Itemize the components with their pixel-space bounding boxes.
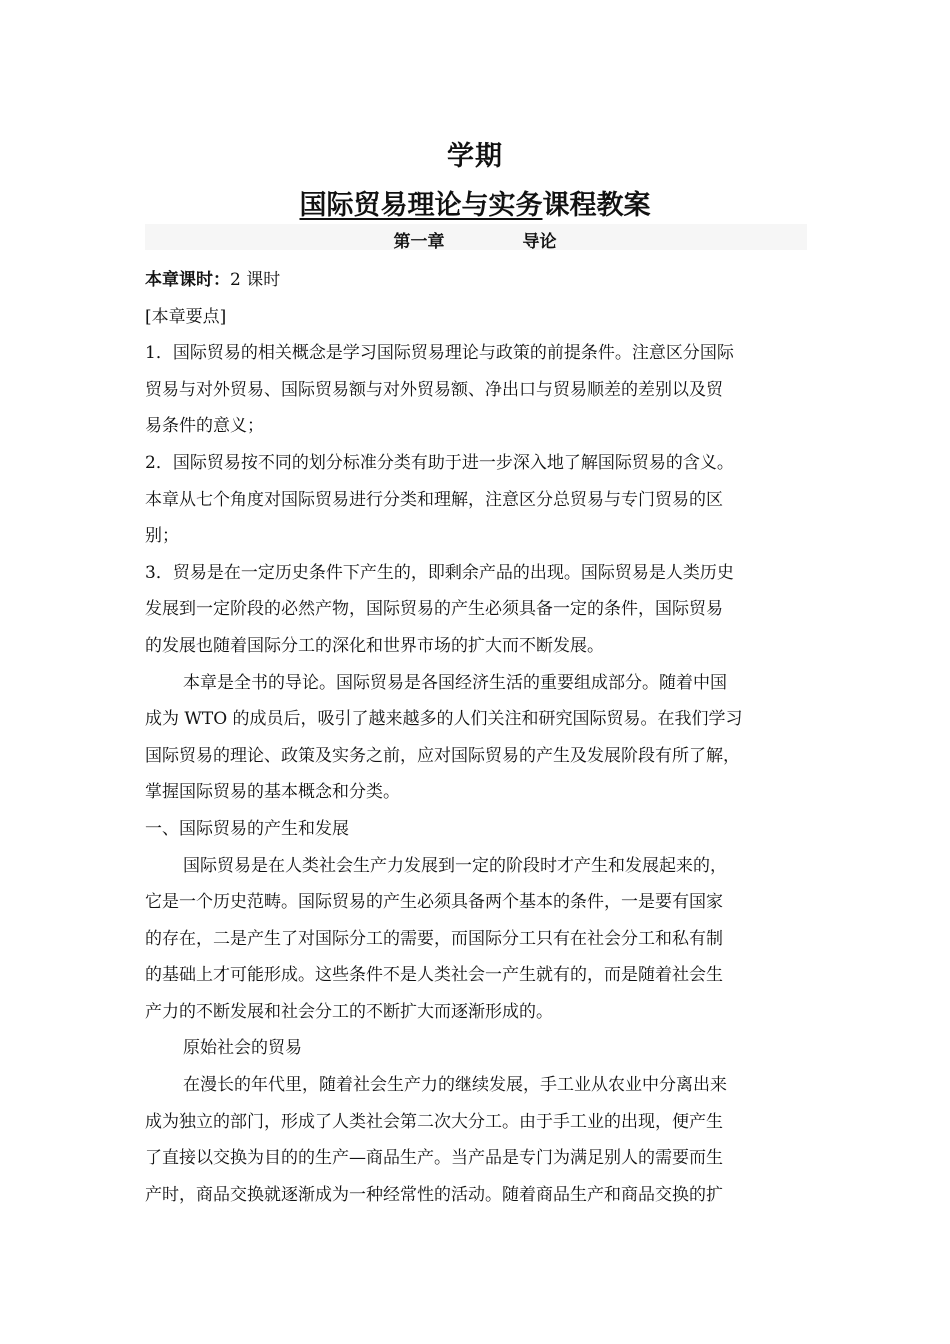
paragraph-line: 成为独立的部门，形成了人类社会第二次大分工。由于手工业的出现，便产生 (145, 1111, 723, 1132)
semester-heading: 学期 (447, 141, 503, 172)
chapter-hours-value: 2 课时 (230, 270, 281, 290)
key-point-line: 贸易与对外贸易、国际贸易额与对外贸易额、净出口与贸易顺差的差别以及贸 (145, 379, 723, 400)
key-point-line: 3．贸易是在一定历史条件下产生的，即剩余产品的出现。国际贸易是人类历史 (145, 562, 734, 583)
paragraph-line: 在漫长的年代里，随着社会生产力的继续发展，手工业从农业中分离出来 (183, 1075, 727, 1096)
paragraph-line: 国际贸易是在人类社会生产力发展到一定的阶段时才产生和发展起来的， (183, 855, 727, 876)
key-point-line: 发展到一定阶段的必然产物，国际贸易的产生必须具备一定的条件，国际贸易 (145, 599, 723, 620)
chapter-number: 第一章 (393, 232, 445, 252)
section-heading: 一、国际贸易的产生和发展 (145, 818, 349, 839)
subsection-heading: 原始社会的贸易 (183, 1038, 302, 1059)
document-body (145, 262, 825, 1213)
paragraph-line: 它是一个历史范畴。国际贸易的产生必须具备两个基本的条件，一是要有国家 (145, 892, 723, 913)
key-point-line: 别； (145, 526, 179, 547)
key-points-heading: [本章要点] (145, 306, 227, 327)
chapter-hours (145, 262, 825, 299)
paragraph-line: 国际贸易的理论、政策及实务之前，应对国际贸易的产生及发展阶段有所了解， (145, 745, 740, 766)
paragraph-line: 产力的不断发展和社会分工的不断扩大而逐渐形成的。 (145, 1001, 553, 1022)
key-point-line: 本章从七个角度对国际贸易进行分类和理解，注意区分总贸易与专门贸易的区 (145, 489, 723, 510)
chapter-name: 导论 (522, 232, 557, 252)
paragraph-line: 产时，商品交换就逐渐成为一种经常性的活动。随着商品生产和商品交换的扩 (145, 1184, 723, 1205)
paragraph-line: 的基础上才可能形成。这些条件不是人类社会一产生就有的，而是随着社会生 (145, 965, 723, 986)
paragraph-line: 了直接以交换为目的的生产—商品生产。当产品是专门为满足别人的需要而生 (145, 1148, 723, 1169)
course-title-underlined: 国际贸易理论与实务 (299, 190, 543, 221)
chapter-heading (0, 227, 950, 252)
course-title (0, 183, 950, 222)
chapter-hours-label: 本章课时： (145, 270, 230, 290)
key-point-line: 2．国际贸易按不同的划分标准分类有助于进一步深入地了解国际贸易的含义。 (145, 452, 734, 473)
key-point-line: 1．国际贸易的相关概念是学习国际贸易理论与政策的前提条件。注意区分国际 (145, 343, 734, 364)
paragraph-line: 的存在，二是产生了对国际分工的需要，而国际分工只有在社会分工和私有制 (145, 928, 723, 949)
key-point-line: 的发展也随着国际分工的深化和世界市场的扩大而不断发展。 (145, 635, 604, 656)
course-title-rest: 课程教案 (542, 190, 651, 221)
paragraph-line: 本章是全书的导论。国际贸易是各国经济生活的重要组成部分。随着中国 (183, 672, 727, 693)
paragraph-line: 掌握国际贸易的基本概念和分类。 (145, 782, 400, 803)
key-point-line: 易条件的意义； (145, 416, 264, 437)
paragraph-line: 成为 WTO 的成员后，吸引了越来越多的人们关注和研究国际贸易。在我们学习 (145, 709, 743, 730)
